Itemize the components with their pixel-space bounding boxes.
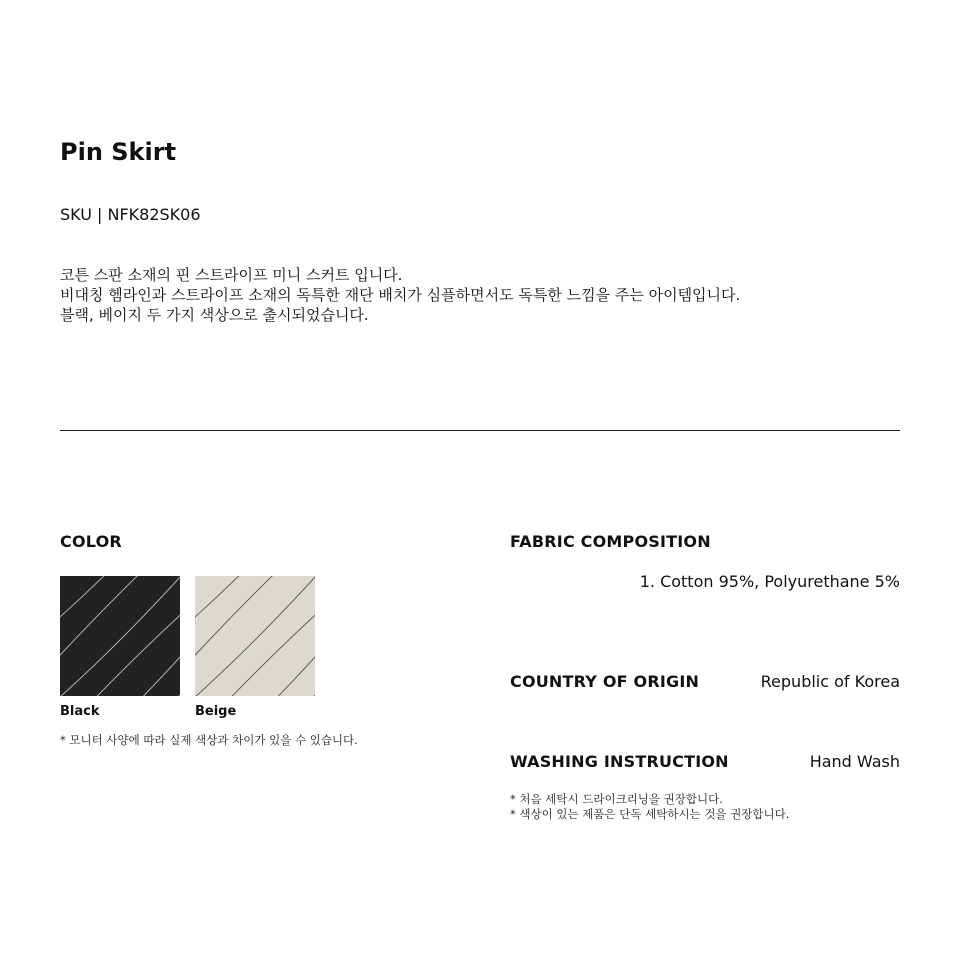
country-of-origin-label: COUNTRY OF ORIGIN (510, 672, 700, 691)
product-title: Pin Skirt (60, 138, 177, 166)
pinstripe-swatch-image (60, 576, 180, 696)
description-line: 비대칭 헴라인과 스트라이프 소재의 독특한 재단 배치가 심플하면서도 독특한 느낌을 주는 아이템입니다. (60, 286, 741, 304)
washing-instruction-label: WASHING INSTRUCTION (510, 752, 729, 771)
fabric-composition-label: FABRIC COMPOSITION (510, 532, 711, 551)
country-of-origin-value: Republic of Korea (760, 672, 900, 691)
sku-text: SKU | NFK82SK06 (60, 205, 201, 224)
color-name-black: Black (60, 704, 100, 719)
washing-instruction-value: Hand Wash (809, 752, 900, 771)
description-line: 코튼 스판 소재의 핀 스트라이프 미니 스커트 입니다. (60, 266, 403, 284)
washing-note: * 처음 세탁시 드라이크리닝을 권장합니다. (510, 792, 723, 806)
color-disclaimer: * 모니터 사양에 따라 실제 색상과 차이가 있을 수 있습니다. (60, 733, 358, 747)
pinstripe-swatch-image (195, 576, 315, 696)
color-label: COLOR (60, 532, 122, 551)
fabric-composition-value: 1. Cotton 95%, Polyurethane 5% (639, 572, 900, 591)
description-line: 블랙, 베이지 두 가지 색상으로 출시되었습니다. (60, 306, 369, 324)
washing-note: * 색상이 있는 제품은 단독 세탁하시는 것을 권장합니다. (510, 807, 790, 821)
product-description (60, 265, 740, 325)
section-divider (60, 430, 900, 431)
color-swatch-black[interactable] (60, 576, 180, 696)
color-name-beige: Beige (195, 704, 237, 719)
color-swatch-beige[interactable] (195, 576, 315, 696)
